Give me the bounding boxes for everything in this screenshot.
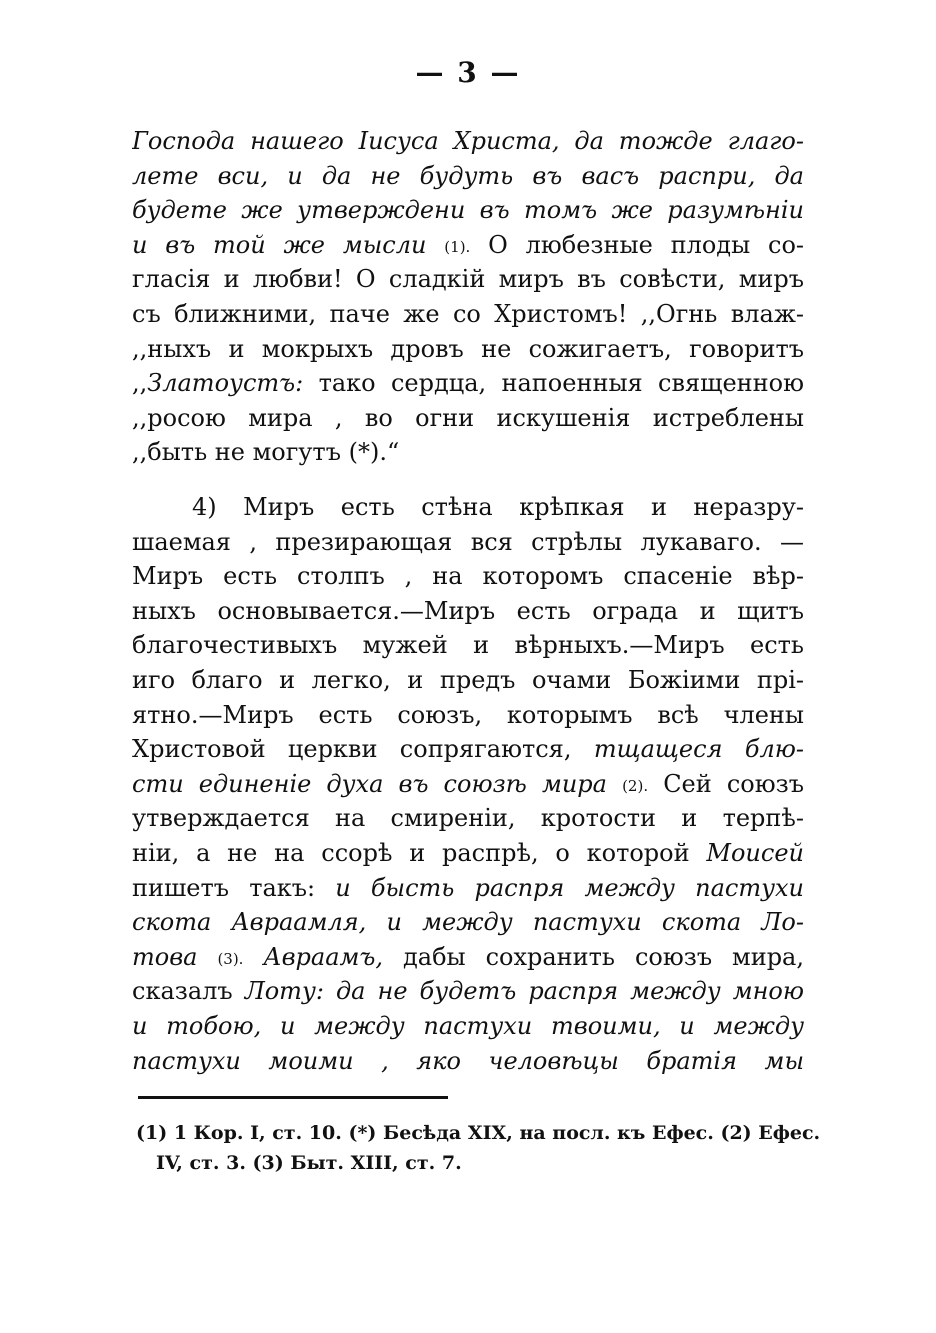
roman-text: ныхъ основывается.—Миръ есть ограда и щитъ	[132, 597, 804, 625]
italic-text: и бысть распря между пастухи	[335, 874, 804, 902]
footnote-ref: (1).	[444, 238, 471, 256]
text-line	[132, 974, 804, 1008]
text-line	[132, 332, 804, 366]
roman-text: 4) Миръ есть стѣна крѣпкая и неразру-	[192, 493, 804, 521]
text-line	[132, 628, 804, 662]
text-line	[132, 1009, 804, 1043]
roman-text: Миръ есть столпъ , на которомъ спасеніе вѣр-	[132, 562, 804, 590]
italic-text: Моисей	[706, 839, 804, 867]
text-line	[132, 525, 804, 559]
footnote-line: (1) 1 Кор. I, ст. 10. (*) Бесѣда XIX, на посл. къ Ефес. (2) Ефес.	[136, 1122, 821, 1144]
italic-text: и въ той же мысли	[132, 231, 427, 259]
roman-text: ,,росою мира , во огни искушенія истреблены	[132, 404, 804, 432]
italic-text: лете вси, и да не будуть въ васъ распри, да	[132, 162, 804, 190]
text-line	[132, 262, 804, 296]
italic-text: Лоту: да не будетъ распря между мною	[244, 977, 804, 1005]
roman-text: съ ближними, паче же со Христомъ! ,,Огнь влаж-	[132, 300, 804, 328]
text-line	[132, 836, 804, 870]
italic-text: тщащеся блю-	[593, 735, 804, 763]
roman-text: иго благо и легко, и предъ очами Божіими прі-	[132, 666, 804, 694]
roman-text: О любезные плоды со-	[470, 231, 804, 259]
italic-text: Господа нашего Іисуса Христа, да тожде глаго-	[132, 127, 804, 155]
footnote-ref: (3).	[217, 950, 244, 968]
roman-text: ніи, а не на ссорѣ и распрѣ, о которой	[132, 839, 707, 867]
roman-text: шаемая , презирающая вся стрѣлы лукаваго. —	[132, 528, 804, 556]
italic-text: скота Авраамля, и между пастухи скота Ло-	[132, 908, 804, 936]
text-line	[132, 228, 804, 262]
roman-text: ятно.—Миръ есть союзъ, которымъ всѣ члены	[132, 701, 804, 729]
text-line	[132, 124, 804, 158]
text-line	[132, 1044, 804, 1078]
italic-text: Авраамъ,	[243, 943, 384, 971]
footnote-rule	[138, 1096, 448, 1099]
text-line	[132, 905, 804, 939]
roman-text: дабы сохранить союзъ мира,	[383, 943, 804, 971]
italic-text: Златоустъ:	[147, 369, 304, 397]
footnote-ref: (2).	[622, 777, 649, 795]
text-line	[132, 801, 804, 835]
roman-text: ,,быть не могутъ (*).“	[132, 438, 400, 466]
text-line	[132, 435, 804, 469]
text-line	[132, 159, 804, 193]
page-number: — 3 —	[415, 56, 521, 89]
roman-text: Христовой церкви сопрягаются,	[132, 735, 594, 763]
text-line	[132, 594, 804, 628]
text-line	[132, 940, 804, 974]
roman-text: Сей союзъ	[648, 770, 804, 798]
text-line	[132, 490, 804, 524]
text-line	[132, 559, 804, 593]
text-line	[132, 401, 804, 435]
roman-text: гласія и любви! О сладкій миръ въ совѣсти, миръ	[132, 265, 804, 293]
footnote-line: IV, ст. 3. (3) Быт. XIII, ст. 7.	[156, 1152, 462, 1174]
roman-text: сказалъ	[132, 977, 245, 1005]
italic-text: будете же утверждени въ томъ же разумѣніи	[132, 196, 804, 224]
text-line	[132, 732, 804, 766]
roman-text: пишетъ такъ:	[132, 874, 336, 902]
text-line	[132, 698, 804, 732]
text-line	[132, 663, 804, 697]
text-line	[132, 193, 804, 227]
italic-text: сти единеніе духа въ союзѣ мира	[132, 770, 607, 798]
roman-text: утверждается на смиреніи, кротости и терпѣ-	[132, 804, 804, 832]
roman-text: благочестивыхъ мужей и вѣрныхъ.—Миръ есть	[132, 631, 804, 659]
italic-text: и тобою, и между пастухи твоими, и между	[132, 1012, 804, 1040]
text-line	[132, 767, 804, 801]
italic-text: пастухи моими , яко человѣцы братія мы	[132, 1047, 804, 1075]
roman-text: ,,ныхъ и мокрыхъ дровъ не сожигаетъ, говоритъ	[132, 335, 804, 363]
text-line	[132, 366, 804, 400]
italic-text: това	[132, 943, 198, 971]
text-line	[132, 297, 804, 331]
roman-text: ,,	[132, 369, 148, 397]
roman-text: тако сердца, напоенныя священною	[303, 369, 804, 397]
text-line	[132, 871, 804, 905]
